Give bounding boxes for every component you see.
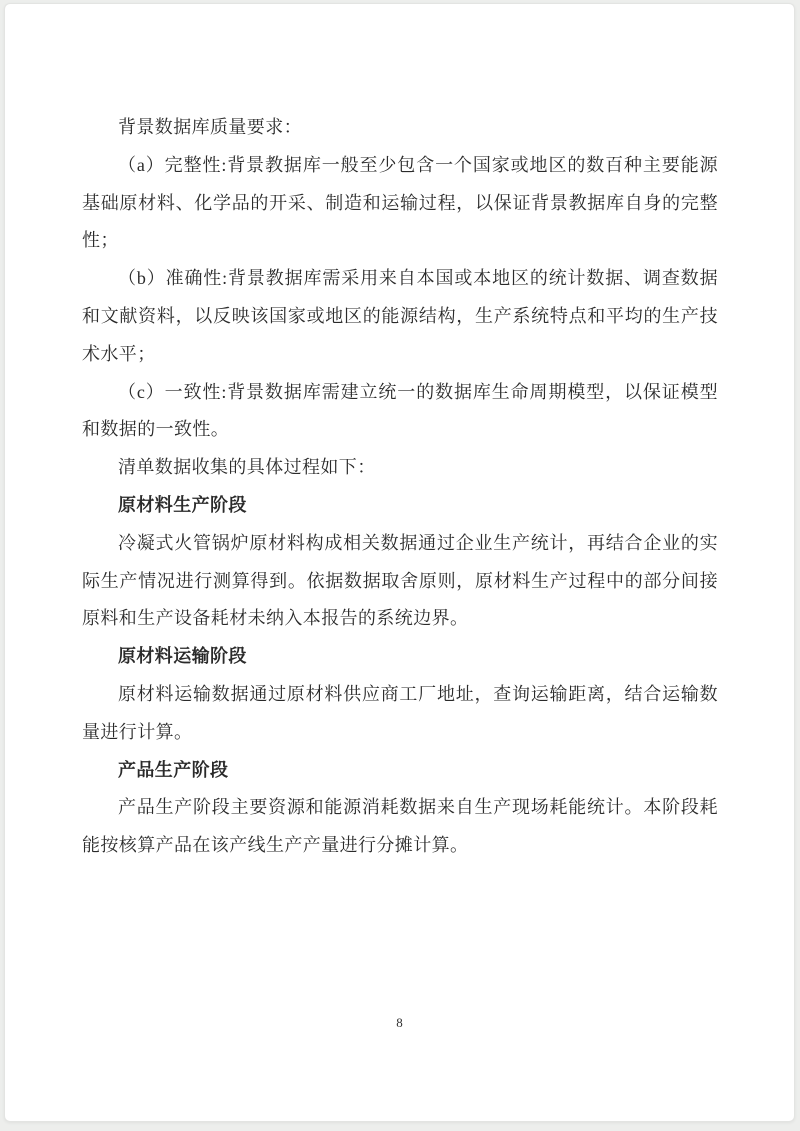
paragraph-inventory-intro: 清单数据收集的具体过程如下： — [118, 457, 376, 478]
paragraph-product-production: 产品生产阶段主要资源和能源消耗数据来自生产现场耗能统计。本阶段耗能按核算产品在该产线生产产量进行分摊计算。 — [82, 797, 718, 856]
section-heading-raw-material-transport: 原材料运输阶段 — [118, 646, 247, 667]
section-heading-raw-material-production: 原材料生产阶段 — [118, 494, 247, 515]
paragraph-raw-material-transport: 原材料运输数据通过原材料供应商工厂地址，查询运输距离，结合运输数量进行计算。 — [82, 683, 718, 742]
paragraph-completeness: （a）完整性:背景教据库一般至少包含一个国家或地区的数百种主要能源基础原材料、化学品的开采、制造和运输过程，以保证背景教据库自身的完整性； — [82, 154, 718, 251]
paragraph-raw-material-production: 冷凝式火管锅炉原材料构成相关数据通过企业生产统计，再结合企业的实际生产情况进行测算得到。依据数据取舍原则，原材料生产过程中的部分间接原料和生产设备耗材未纳入本报告的系统边界。 — [82, 532, 718, 629]
document-page — [4, 3, 795, 1122]
paragraph-accuracy: （b）准确性:背景教据库需采用来自本国或本地区的统计数据、调查数据和文献资料，以反映该国家或地区的能源结构，生产系统特点和平均的生产技术水平； — [82, 268, 718, 364]
page-number: 8 — [396, 1015, 403, 1030]
section-heading-product-production: 产品生产阶段 — [118, 759, 229, 780]
paragraph-quality-requirements: 背景数据库质量要求： — [118, 117, 302, 137]
paragraph-consistency: （c）一致性:背景数据库需建立统一的数据库生命周期模型，以保证模型和数据的一致性。 — [82, 381, 718, 440]
page-content — [5, 4, 794, 865]
